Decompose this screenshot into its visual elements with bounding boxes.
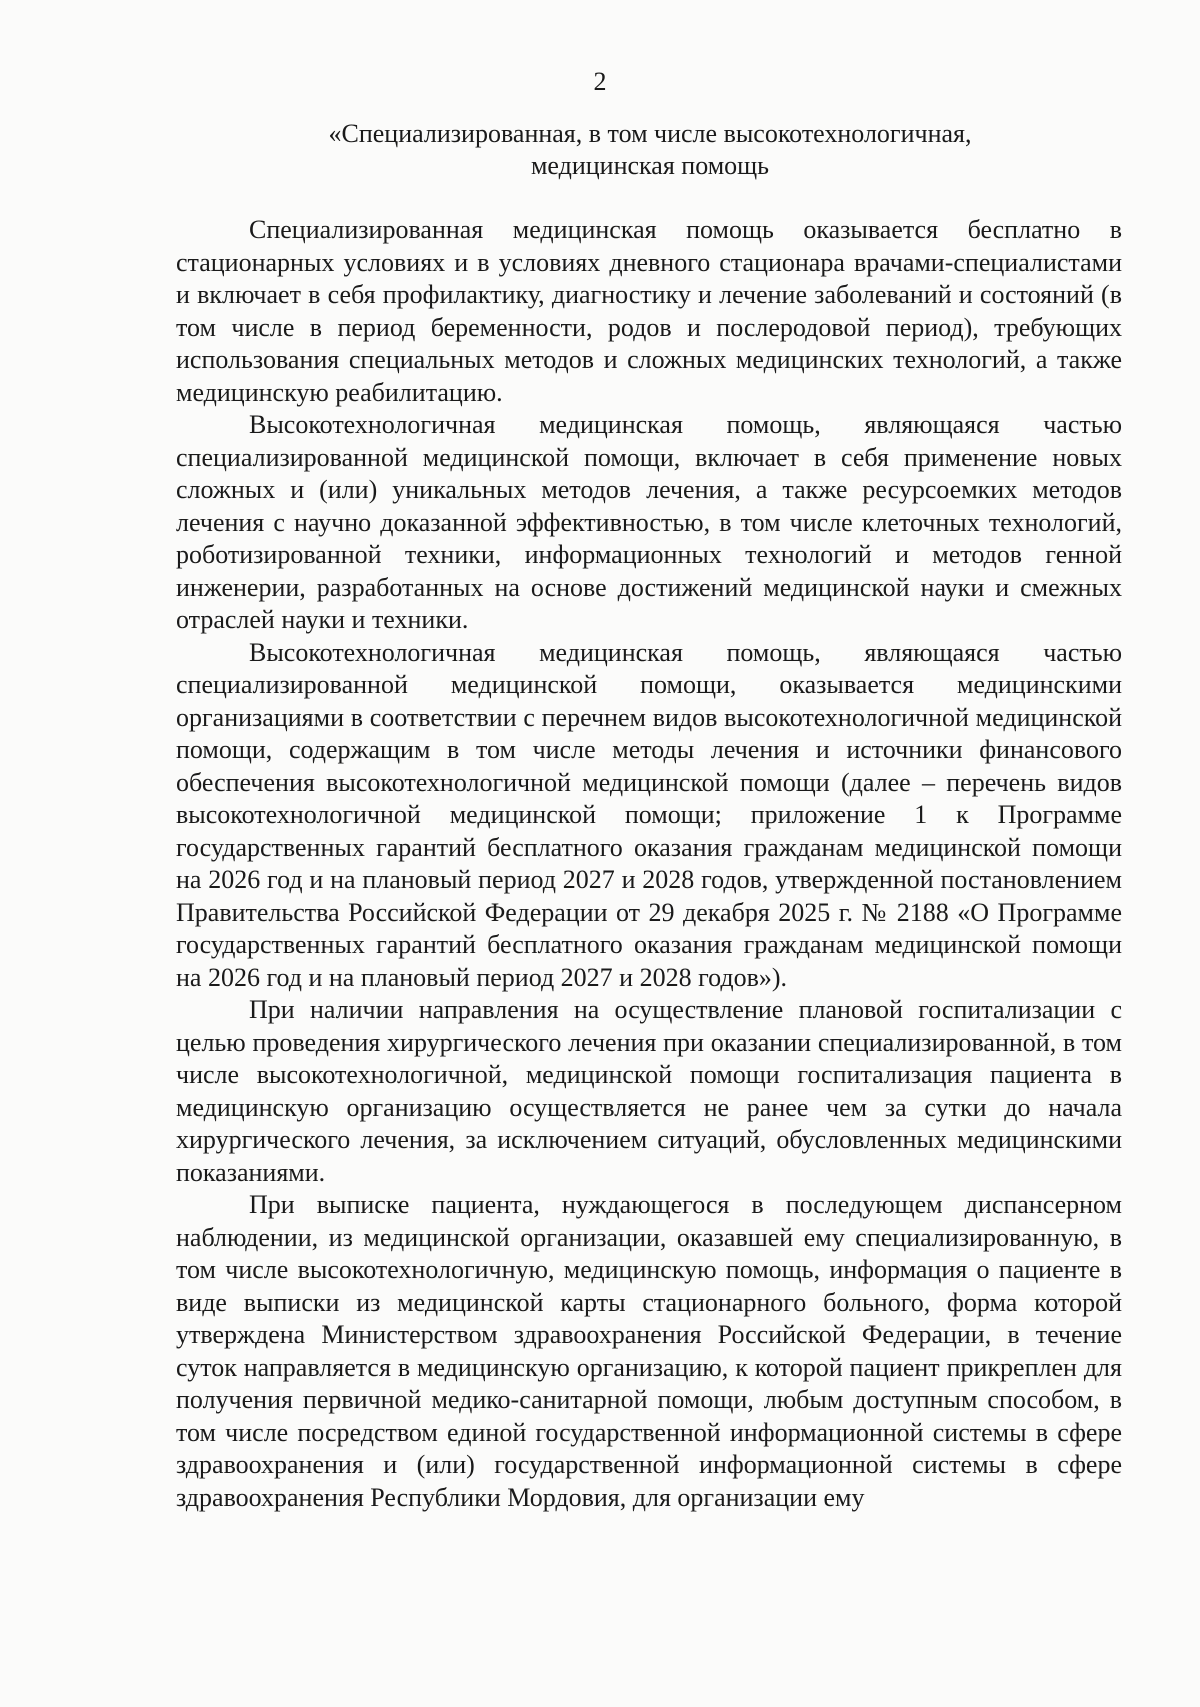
- paragraph-3: Высокотехнологичная медицинская помощь, являющаяся частью специализированной медицинской помощи, оказывается медицинскими организациями в соответствии с перечнем видов высокотехнологичной медицинской помощи, содержащим в том числе методы лечения и источники финансового обеспечения высокотехнологичной медицинской помощи (далее – перечень видов высокотехнологичной медицинской помощи; приложение 1 к Программе государственных гарантий бесплатного оказания гражданам медицинской помощи на 2026 год и на плановый период 2027 и 2028 годов, утвержденной постановлением Правительства Российской Федерации от 29 декабря 2025 г. № 2188 «О Программе государственных гарантий бесплатного оказания гражданам медицинской помощи на 2026 год и на плановый период 2027 и 2028 годов»).: [176, 637, 1122, 992]
- section-heading: [180, 118, 1120, 182]
- paragraph-1: Специализированная медицинская помощь оказывается бесплатно в стационарных условиях и в условиях дневного стационара врачами-специалистами и включает в себя профилактику, диагностику и лечение заболеваний и состояний (в том числе в период беременности, родов и послеродовой период), требующих использования специальных методов и сложных медицинских технологий, а также медицинскую реабилитацию.: [176, 215, 1122, 407]
- page-number: 2: [593, 67, 607, 96]
- paragraph-4: При наличии направления на осуществление плановой госпитализации с целью проведения хирургического лечения при оказании специализированной, в том числе высокотехнологичной, медицинской помощи госпитализация пациента в медицинскую организацию осуществляется не ранее чем за сутки до начала хирургического лечения, за исключением ситуаций, обусловленных медицинскими показаниями.: [176, 995, 1122, 1187]
- section-heading-line-2: медицинская помощь: [530, 151, 770, 180]
- section-heading-line-1: «Специализированная, в том числе высокотехнологичная,: [328, 119, 972, 148]
- paragraph-2: Высокотехнологичная медицинская помощь, являющаяся частью специализированной медицинской помощи, включает в себя применение новых сложных и (или) уникальных методов лечения, а также ресурсоемких методов лечения с научно доказанной эффективностью, в том числе клеточных технологий, роботизированной техники, информационных технологий и методов генной инженерии, разработанных на основе достижений медицинской науки и смежных отраслей науки и техники.: [176, 410, 1122, 634]
- body-text: [176, 214, 1122, 1514]
- paragraph-5: При выписке пациента, нуждающегося в последующем диспансерном наблюдении, из медицинской организации, оказавшей ему специализированную, в том числе высокотехнологичную, медицинскую помощь, информация о пациенте в виде выписки из медицинской карты стационарного больного, форма которой утверждена Министерством здравоохранения Российской Федерации, в течение суток направляется в медицинскую организацию, к которой пациент прикреплен для получения первичной медико-санитарной помощи, любым доступным способом, в том числе посредством единой государственной информационной системы в сфере здравоохранения и (или) государственной информационной системы в сфере здравоохранения Республики Мордовия, для организации ему: [176, 1190, 1122, 1512]
